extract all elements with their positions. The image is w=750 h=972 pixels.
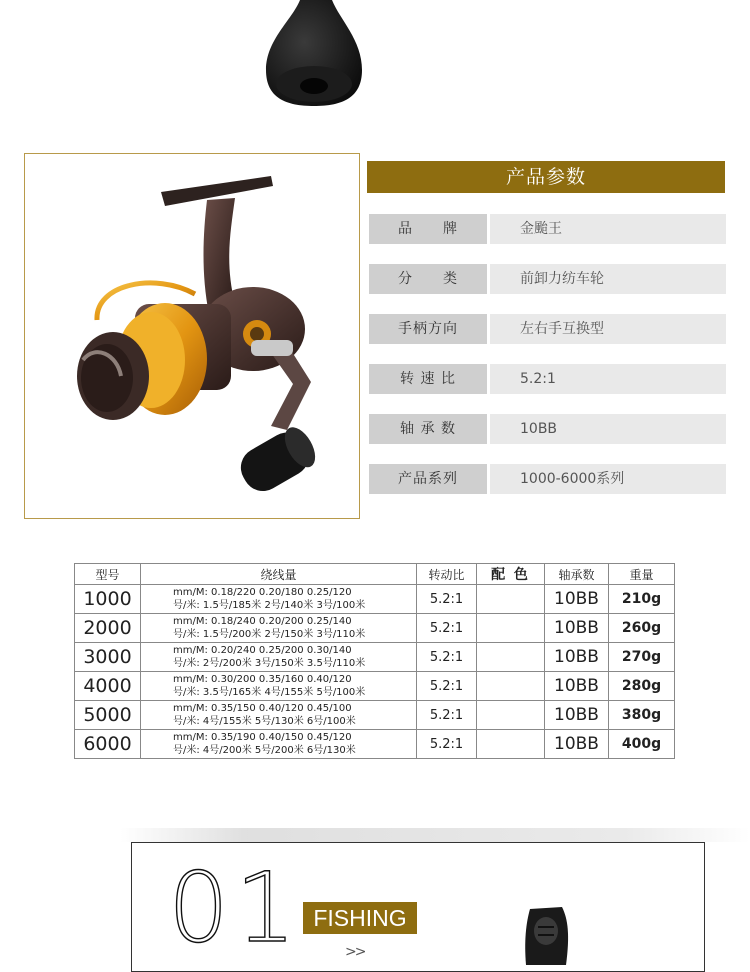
line-mm: mm/M: 0.35/150 0.40/120 0.45/100	[173, 703, 352, 714]
table-row	[75, 730, 675, 759]
cell-bearings: 10BB	[545, 585, 609, 614]
cell-bearings: 10BB	[545, 643, 609, 672]
cell-ratio: 5.2:1	[417, 701, 477, 730]
cell-bearings: 10BB	[545, 701, 609, 730]
header-line-capacity: 绕线量	[141, 564, 417, 585]
param-label: 产品系列	[369, 464, 487, 494]
param-label: 分 类	[369, 264, 487, 294]
cell-color	[477, 614, 545, 643]
cell-line-capacity	[141, 672, 417, 701]
cell-weight: 400g	[609, 730, 675, 759]
line-hao: 号/米: 4号/155米 5号/130米 6号/100米	[173, 716, 356, 727]
param-value: 前卸力纺车轮	[490, 264, 726, 294]
cell-line-capacity	[141, 701, 417, 730]
param-label: 轴 承 数	[369, 414, 487, 444]
table-row	[75, 643, 675, 672]
cell-line-capacity	[141, 585, 417, 614]
table-row	[75, 585, 675, 614]
line-hao: 号/米: 3.5号/165米 4号/155米 5号/100米	[173, 687, 366, 698]
cell-color	[477, 701, 545, 730]
cell-ratio: 5.2:1	[417, 730, 477, 759]
cell-weight: 280g	[609, 672, 675, 701]
line-hao: 号/米: 1.5号/185米 2号/140米 3号/100米	[173, 600, 366, 611]
section-divider-shadow	[120, 828, 750, 842]
cell-weight: 260g	[609, 614, 675, 643]
cell-model: 2000	[75, 614, 141, 643]
param-row-bearings	[369, 414, 726, 444]
cell-model: 1000	[75, 585, 141, 614]
line-mm: mm/M: 0.20/240 0.25/200 0.30/140	[173, 645, 352, 656]
header-ratio: 转动比	[417, 564, 477, 585]
cell-model: 5000	[75, 701, 141, 730]
handle-knob-image	[262, 0, 366, 108]
header-bearings: 轴承数	[545, 564, 609, 585]
cell-color	[477, 643, 545, 672]
param-row-brand	[369, 214, 726, 244]
cell-color	[477, 730, 545, 759]
param-value: 金颱王	[490, 214, 726, 244]
param-value: 5.2:1	[490, 364, 726, 394]
header-color: 配 色	[477, 564, 545, 585]
cell-line-capacity	[141, 614, 417, 643]
param-label: 手柄方向	[369, 314, 487, 344]
line-mm: mm/M: 0.18/240 0.20/200 0.25/140	[173, 616, 352, 627]
cell-line-capacity	[141, 643, 417, 672]
cell-bearings: 10BB	[545, 672, 609, 701]
double-arrow-icon: >>	[345, 944, 365, 960]
cell-weight: 270g	[609, 643, 675, 672]
param-row-category	[369, 264, 726, 294]
header-weight: 重量	[609, 564, 675, 585]
cell-ratio: 5.2:1	[417, 585, 477, 614]
cell-model: 4000	[75, 672, 141, 701]
param-value: 左右手互换型	[490, 314, 726, 344]
product-photo-frame	[24, 153, 360, 519]
param-value: 10BB	[490, 414, 726, 444]
table-row	[75, 614, 675, 643]
line-hao: 号/米: 4号/200米 5号/200米 6号/130米	[173, 745, 356, 756]
cell-model: 6000	[75, 730, 141, 759]
table-row	[75, 672, 675, 701]
cell-weight: 380g	[609, 701, 675, 730]
line-hao: 号/米: 2号/200米 3号/150米 3.5号/110米	[173, 658, 366, 669]
cell-model: 3000	[75, 643, 141, 672]
cell-bearings: 10BB	[545, 730, 609, 759]
param-row-handle-direction	[369, 314, 726, 344]
table-row	[75, 701, 675, 730]
param-label: 转 速 比	[369, 364, 487, 394]
line-mm: mm/M: 0.35/190 0.40/150 0.45/120	[173, 732, 352, 743]
line-mm: mm/M: 0.18/220 0.20/180 0.25/120	[173, 587, 352, 598]
param-row-series	[369, 464, 726, 494]
fishing-tag: FISHING	[303, 902, 417, 934]
param-value: 1000-6000系列	[490, 464, 726, 494]
spec-table	[74, 563, 675, 759]
cell-color	[477, 672, 545, 701]
cell-color	[477, 585, 545, 614]
reel-part-image	[518, 905, 588, 965]
reel-product-image	[25, 154, 359, 518]
cell-bearings: 10BB	[545, 614, 609, 643]
cell-line-capacity	[141, 730, 417, 759]
line-hao: 号/米: 1.5号/200米 2号/150米 3号/110米	[173, 629, 366, 640]
params-title: 产品参数	[367, 161, 725, 193]
cell-ratio: 5.2:1	[417, 614, 477, 643]
feature-number: 01	[168, 852, 303, 964]
param-label: 品 牌	[369, 214, 487, 244]
spec-table-header	[75, 564, 675, 585]
cell-weight: 210g	[609, 585, 675, 614]
header-model: 型号	[75, 564, 141, 585]
cell-ratio: 5.2:1	[417, 643, 477, 672]
param-row-gear-ratio	[369, 364, 726, 394]
cell-ratio: 5.2:1	[417, 672, 477, 701]
line-mm: mm/M: 0.30/200 0.35/160 0.40/120	[173, 674, 352, 685]
